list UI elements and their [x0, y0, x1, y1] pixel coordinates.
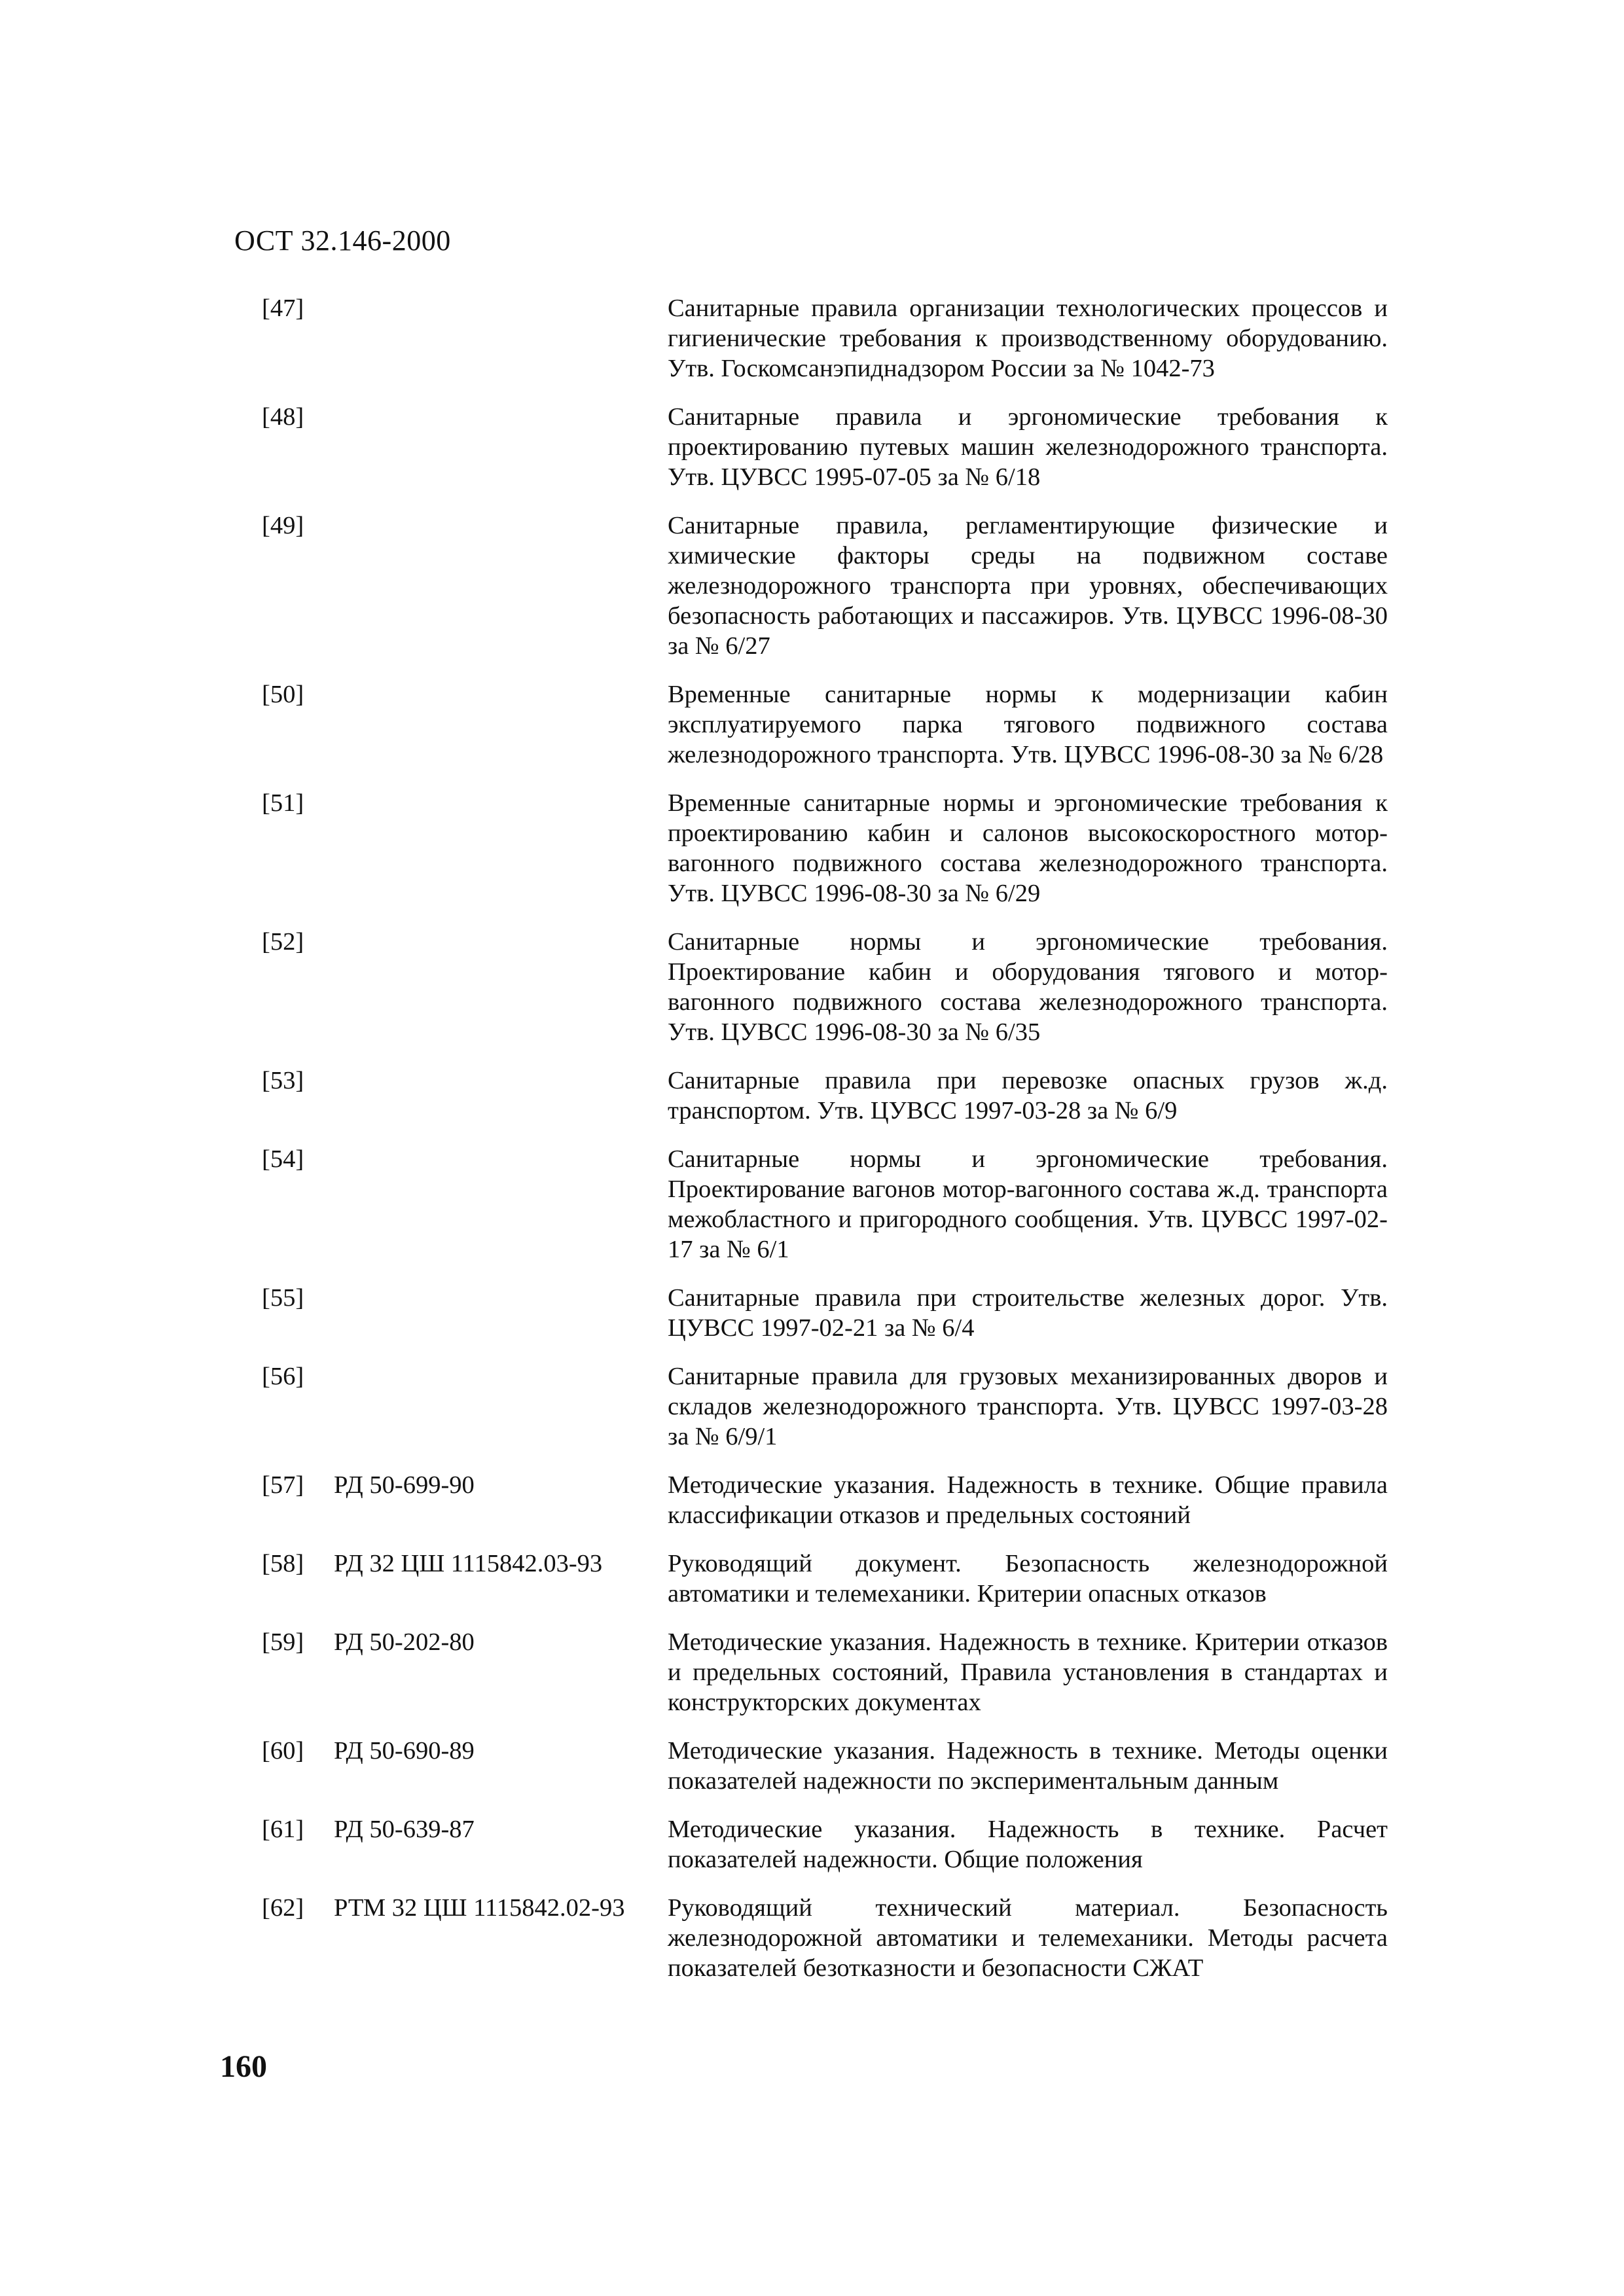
- reference-code: [334, 1066, 668, 1126]
- reference-number: [52]: [262, 928, 304, 956]
- reference-entry: [262, 788, 1388, 908]
- reference-entry: [262, 1893, 1388, 1983]
- reference-code: РД 50-639-87: [334, 1816, 475, 1843]
- reference-title: Санитарные правила и эргономические требования к проектированию путевых машин железнодорожного транспорта. Утв. ЦУВСС 1995-07-05 за № 6/18: [668, 403, 1388, 491]
- reference-entry: [262, 1361, 1388, 1452]
- reference-code: [334, 293, 668, 384]
- reference-title: Санитарные нормы и эргономические требования. Проектирование вагонов мотор-вагонного состава ж.д. транспорта межобластного и пригородного сообщения. Утв. ЦУВСС 1997-02-17 за № 6/1: [668, 1145, 1388, 1263]
- reference-number: [61]: [262, 1816, 304, 1843]
- reference-number: [59]: [262, 1628, 304, 1656]
- reference-code: РД 50-699-90: [334, 1471, 475, 1499]
- reference-code: РД 50-202-80: [334, 1628, 475, 1656]
- reference-title: Руководящий документ. Безопасность железнодорожной автоматики и телемеханики. Критерии опасных отказов: [668, 1550, 1388, 1607]
- reference-code: РД 50-690-89: [334, 1737, 475, 1765]
- document-header: ОСТ 32.146-2000: [234, 224, 451, 257]
- reference-number: [58]: [262, 1550, 304, 1577]
- reference-number: [53]: [262, 1067, 304, 1094]
- reference-number: [56]: [262, 1363, 304, 1390]
- reference-entry: [262, 1470, 1388, 1530]
- reference-entry: [262, 1144, 1388, 1265]
- reference-entry: [262, 679, 1388, 770]
- reference-number: [57]: [262, 1471, 304, 1499]
- reference-entry: [262, 1814, 1388, 1874]
- reference-title: Методические указания. Надежность в технике. Методы оценки показателей надежности по экспериментальным данным: [668, 1737, 1388, 1795]
- reference-number: [47]: [262, 295, 304, 322]
- reference-title: Руководящий технический материал. Безопасность железнодорожной автоматики и телемеханики. Методы расчета показателей безотказности и безопасности СЖАТ: [668, 1894, 1388, 1982]
- reference-title: Санитарные правила при перевозке опасных грузов ж.д. транспортом. Утв. ЦУВСС 1997-03-28 за № 6/9: [668, 1067, 1388, 1124]
- reference-code: [334, 1283, 668, 1343]
- reference-title: Временные санитарные нормы к модернизации кабин эксплуатируемого парка тягового подвижного состава железнодорожного транспорта. Утв. ЦУВСС 1996-08-30 за № 6/28: [668, 681, 1388, 768]
- reference-number: [51]: [262, 789, 304, 817]
- reference-code: РД 32 ЦШ 1115842.03-93: [334, 1550, 603, 1577]
- reference-code: [334, 927, 668, 1047]
- reference-entry: [262, 1549, 1388, 1609]
- reference-number: [60]: [262, 1737, 304, 1765]
- reference-title: Методические указания. Надежность в технике. Критерии отказов и предельных состояний, Правила установления в стандартах и конструкторских документах: [668, 1628, 1388, 1716]
- reference-entry: [262, 402, 1388, 492]
- reference-code: РТМ 32 ЦШ 1115842.02-93: [334, 1894, 625, 1922]
- reference-number: [48]: [262, 403, 304, 431]
- reference-entry: [262, 511, 1388, 661]
- references-list: [262, 293, 1388, 2001]
- reference-entry: [262, 1627, 1388, 1717]
- reference-title: Временные санитарные нормы и эргономические требования к проектированию кабин и салонов высокоскоростного мотор-вагонного подвижного состава железнодорожного транспорта. Утв. ЦУВСС 1996-08-30 за № 6/29: [668, 789, 1388, 907]
- reference-entry: [262, 1736, 1388, 1796]
- reference-code: [334, 402, 668, 492]
- reference-title: Санитарные правила для грузовых механизированных дворов и складов железнодорожного транспорта. Утв. ЦУВСС 1997-03-28 за № 6/9/1: [668, 1363, 1388, 1450]
- reference-entry: [262, 927, 1388, 1047]
- reference-number: [49]: [262, 512, 304, 539]
- reference-title: Санитарные нормы и эргономические требования. Проектирование кабин и оборудования тягового и мотор-вагонного подвижного состава железнодорожного транспорта. Утв. ЦУВСС 1996-08-30 за № 6/35: [668, 928, 1388, 1046]
- reference-title: Санитарные правила при строительстве железных дорог. Утв. ЦУВСС 1997-02-21 за № 6/4: [668, 1284, 1388, 1342]
- reference-number: [62]: [262, 1894, 304, 1922]
- reference-number: [50]: [262, 681, 304, 708]
- reference-entry: [262, 293, 1388, 384]
- reference-code: [334, 511, 668, 661]
- page-number: 160: [220, 2049, 267, 2084]
- reference-title: Санитарные правила организации технологических процессов и гигиенические требования к производственному оборудованию. Утв. Госкомсанэпиднадзором России за № 1042-73: [668, 295, 1388, 382]
- reference-entry: [262, 1283, 1388, 1343]
- reference-number: [55]: [262, 1284, 304, 1312]
- reference-title: Методические указания. Надежность в технике. Общие правила классификации отказов и предельных состояний: [668, 1471, 1388, 1529]
- reference-code: [334, 679, 668, 770]
- reference-code: [334, 788, 668, 908]
- reference-title: Санитарные правила, регламентирующие физические и химические факторы среды на подвижном составе железнодорожного транспорта при уровнях, обеспечивающих безопасность работающих и пассажиров. Утв. ЦУВСС 1996-08-30 за № 6/27: [668, 512, 1388, 660]
- reference-entry: [262, 1066, 1388, 1126]
- reference-number: [54]: [262, 1145, 304, 1173]
- reference-code: [334, 1144, 668, 1265]
- reference-title: Методические указания. Надежность в технике. Расчет показателей надежности. Общие положения: [668, 1816, 1388, 1873]
- reference-code: [334, 1361, 668, 1452]
